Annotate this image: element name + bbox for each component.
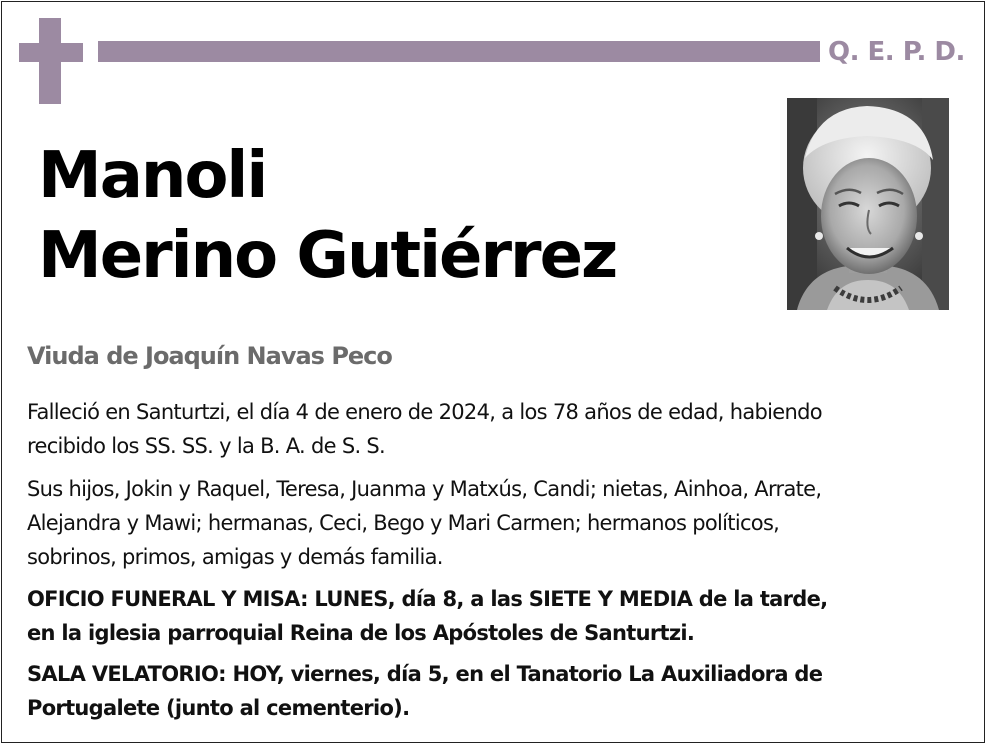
widow-of-line: Viuda de Joaquín Navas Peco: [27, 342, 392, 370]
death-notice-paragraph: [27, 395, 972, 463]
paragraph-line: en la iglesia parroquial Reina de los Apóstoles de Santurtzi.: [27, 621, 695, 645]
paragraph-line: OFICIO FUNERAL Y MISA: LUNES, día 8, a las SIETE Y MEDIA de la tarde,: [27, 587, 828, 611]
portrait-illustration: [787, 98, 949, 310]
deceased-surnames: Merino Gutiérrez: [38, 219, 617, 293]
paragraph-line: Falleció en Santurtzi, el día 4 de enero de 2024, a los 78 años de edad, habiendo: [27, 400, 822, 424]
portrait-photo: [787, 98, 949, 310]
header-rule: [98, 41, 820, 62]
cross-horizontal-bar: [19, 43, 83, 62]
paragraph-line: Portugalete (junto al cementerio).: [27, 696, 410, 720]
cross-icon: [19, 18, 83, 104]
paragraph-line: sobrinos, primos, amigas y demás familia.: [27, 545, 443, 569]
family-paragraph: [27, 472, 972, 574]
qepd-label: Q. E. P. D.: [828, 37, 965, 67]
deceased-name: [38, 136, 616, 296]
paragraph-line: SALA VELATORIO: HOY, viernes, día 5, en el Tanatorio La Auxiliadora de: [27, 662, 823, 686]
funeral-paragraph: [27, 582, 972, 650]
obituary-card: [1, 1, 985, 743]
paragraph-line: recibido los SS. SS. y la B. A. de S. S.: [27, 434, 386, 458]
paragraph-line: Sus hijos, Jokin y Raquel, Teresa, Juanma y Matxús, Candi; nietas, Ainhoa, Arrate,: [27, 477, 822, 501]
deceased-first-name: Manoli: [38, 139, 267, 213]
wake-paragraph: [27, 657, 972, 725]
paragraph-line: Alejandra y Mawi; hermanas, Ceci, Bego y Mari Carmen; hermanos políticos,: [27, 511, 780, 535]
